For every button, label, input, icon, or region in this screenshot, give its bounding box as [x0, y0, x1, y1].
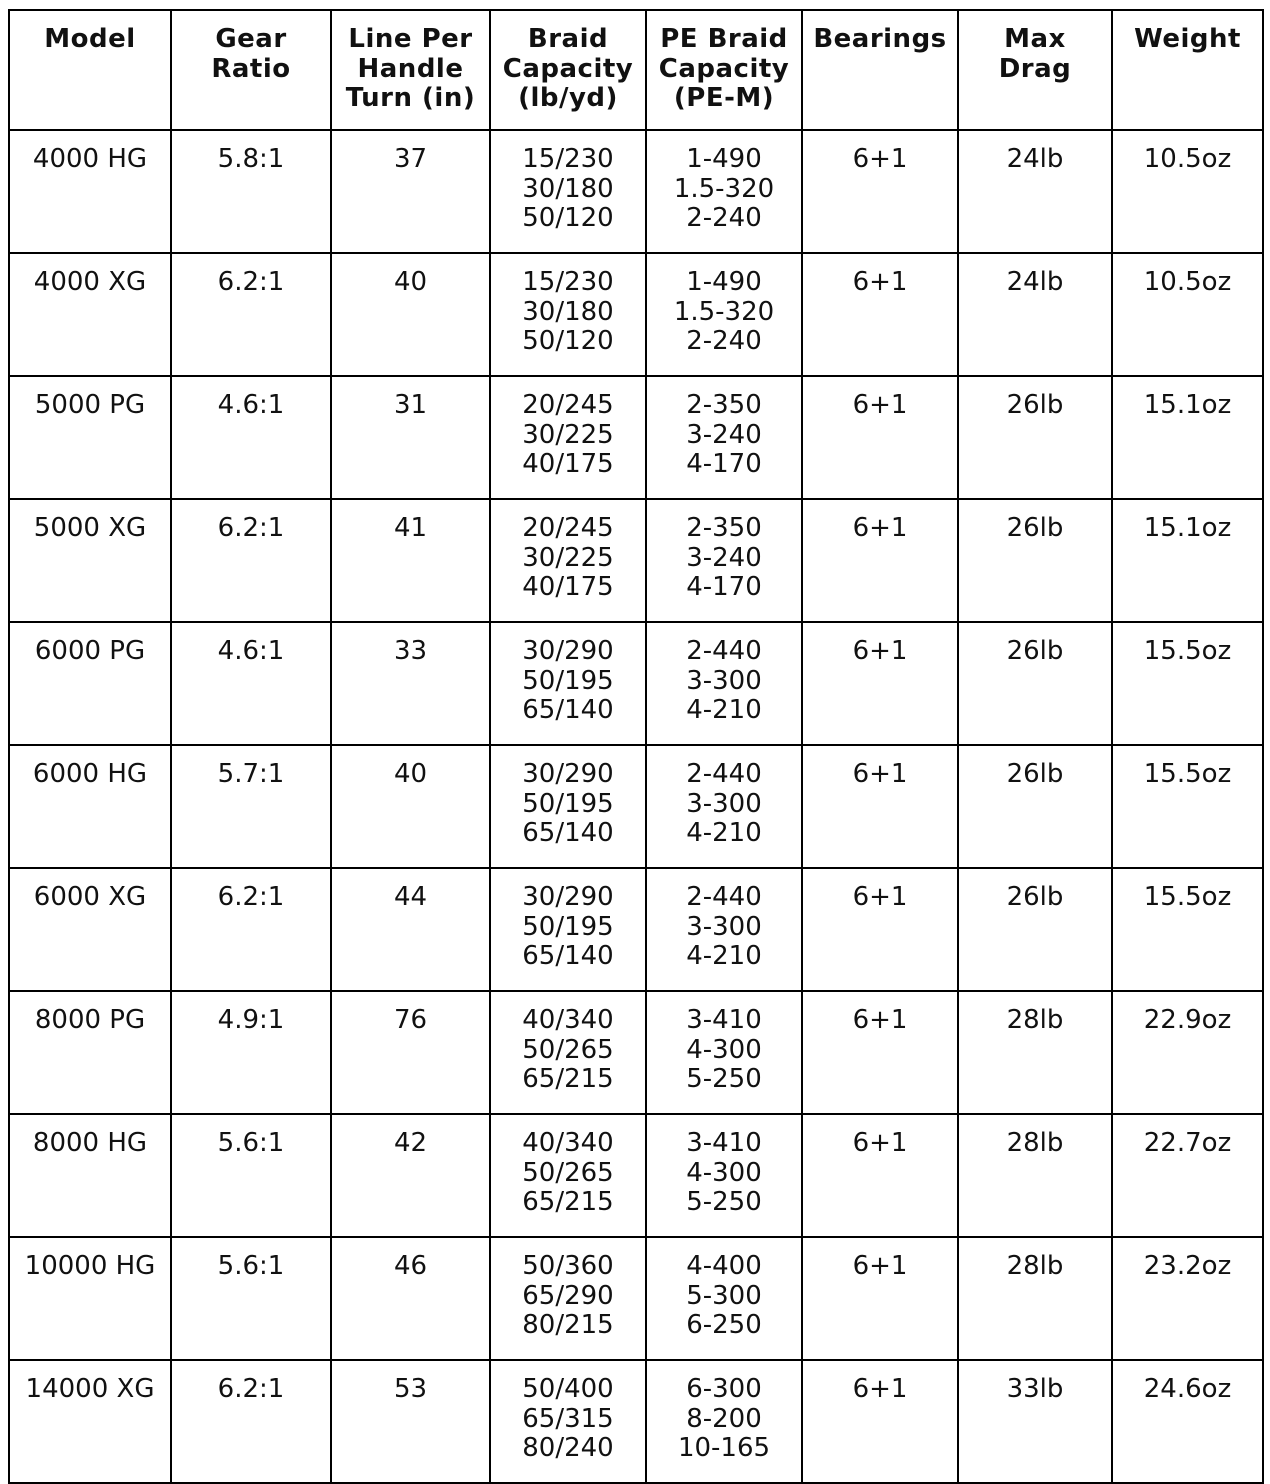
cell-text: 15.5oz [1143, 759, 1232, 789]
cell-text: 15.5oz [1143, 636, 1232, 666]
cell-text: 41 [393, 513, 428, 543]
cell-line-per-turn [331, 991, 490, 1114]
cell-text: 4-170 [686, 449, 762, 479]
cell-text: 4-210 [686, 941, 762, 971]
cell-text: 40/340 [522, 1005, 614, 1035]
cell-gear-ratio [171, 1114, 331, 1237]
cell-text: 40/340 [522, 1128, 614, 1158]
header-braid-capacity [490, 10, 646, 130]
cell-text: 42 [393, 1128, 428, 1158]
cell-model [9, 868, 171, 991]
cell-text: 4-210 [686, 818, 762, 848]
cell-pe-capacity [646, 1360, 802, 1483]
cell-text: 20/245 [522, 390, 614, 420]
cell-text: 31 [393, 390, 428, 420]
cell-text: 1.5-320 [673, 173, 775, 204]
cell-braid-capacity [490, 622, 646, 745]
cell-bearings [802, 1360, 958, 1483]
reel-spec-table [8, 9, 1264, 1484]
cell-text: 28lb [1006, 1251, 1064, 1281]
header-text: Braid [527, 24, 609, 54]
cell-weight [1112, 622, 1263, 745]
cell-braid-capacity [490, 1114, 646, 1237]
header-text: Bearings [813, 24, 947, 54]
cell-model [9, 253, 171, 376]
cell-text: 6+1 [852, 1251, 908, 1281]
cell-text: 30/225 [522, 419, 614, 450]
cell-text: 65/140 [522, 695, 614, 725]
cell-text: 4-300 [686, 1157, 762, 1188]
cell-text: 24lb [1006, 144, 1064, 174]
cell-line-per-turn [331, 868, 490, 991]
cell-text: 65/215 [522, 1187, 614, 1217]
cell-text: 6+1 [852, 1005, 908, 1035]
cell-text: 3-410 [686, 1128, 762, 1158]
cell-text: 6+1 [852, 390, 908, 420]
cell-text: 6000 XG [33, 882, 147, 912]
cell-text: 6-250 [686, 1310, 762, 1340]
cell-text: 3-300 [686, 665, 762, 696]
cell-bearings [802, 622, 958, 745]
table-row [9, 1114, 1263, 1237]
cell-text: 6.2:1 [217, 882, 285, 912]
cell-text: 30/290 [522, 636, 614, 666]
cell-pe-capacity [646, 499, 802, 622]
table-row [9, 745, 1263, 868]
cell-text: 6000 HG [32, 759, 148, 789]
cell-text: 6+1 [852, 1374, 908, 1404]
cell-max-drag [958, 745, 1112, 868]
cell-text: 30/290 [522, 759, 614, 789]
cell-text: 6+1 [852, 759, 908, 789]
cell-text: 20/245 [522, 513, 614, 543]
cell-text: 6+1 [852, 267, 908, 297]
header-line-per-handle-turn [331, 10, 490, 130]
cell-max-drag [958, 130, 1112, 253]
cell-text: 50/195 [522, 665, 614, 696]
cell-text: 15/230 [522, 267, 614, 297]
cell-text: 53 [393, 1374, 428, 1404]
cell-pe-capacity [646, 376, 802, 499]
cell-model [9, 1360, 171, 1483]
cell-text: 33 [393, 636, 428, 666]
cell-text: 76 [393, 1005, 428, 1035]
cell-text: 50/120 [522, 203, 614, 233]
cell-bearings [802, 499, 958, 622]
cell-text: 5000 PG [34, 390, 146, 420]
header-text: (lb/yd) [518, 83, 618, 113]
cell-gear-ratio [171, 622, 331, 745]
cell-text: 50/195 [522, 911, 614, 942]
cell-text: 30/180 [522, 296, 614, 327]
cell-text: 6+1 [852, 1128, 908, 1158]
table-row [9, 499, 1263, 622]
cell-text: 8000 HG [32, 1128, 148, 1158]
table-row [9, 1237, 1263, 1360]
cell-braid-capacity [490, 868, 646, 991]
header-gear-ratio [171, 10, 331, 130]
cell-pe-capacity [646, 130, 802, 253]
table-row [9, 376, 1263, 499]
cell-line-per-turn [331, 499, 490, 622]
cell-text: 5.8:1 [217, 144, 285, 174]
cell-pe-capacity [646, 1114, 802, 1237]
cell-weight [1112, 745, 1263, 868]
cell-text: 4000 XG [33, 267, 147, 297]
cell-max-drag [958, 253, 1112, 376]
cell-model [9, 130, 171, 253]
cell-gear-ratio [171, 745, 331, 868]
cell-model [9, 745, 171, 868]
cell-max-drag [958, 376, 1112, 499]
cell-text: 6+1 [852, 882, 908, 912]
cell-text: 6+1 [852, 513, 908, 543]
cell-text: 40 [393, 759, 428, 789]
cell-text: 2-440 [686, 636, 762, 666]
cell-braid-capacity [490, 991, 646, 1114]
cell-text: 24lb [1006, 267, 1064, 297]
header-bearings [802, 10, 958, 130]
cell-max-drag [958, 499, 1112, 622]
cell-text: 30/180 [522, 173, 614, 204]
header-pe-braid-capacity [646, 10, 802, 130]
cell-text: 1.5-320 [673, 296, 775, 327]
cell-text: 3-300 [686, 788, 762, 819]
cell-gear-ratio [171, 1360, 331, 1483]
cell-weight [1112, 130, 1263, 253]
cell-text: 3-240 [686, 542, 762, 573]
cell-text: 15/230 [522, 144, 614, 174]
cell-pe-capacity [646, 253, 802, 376]
cell-text: 3-300 [686, 911, 762, 942]
table-row [9, 868, 1263, 991]
cell-text: 65/140 [522, 818, 614, 848]
cell-bearings [802, 1237, 958, 1360]
cell-text: 65/290 [522, 1280, 614, 1311]
header-text: Turn (in) [345, 83, 476, 113]
cell-text: 2-350 [686, 513, 762, 543]
cell-text: 65/215 [522, 1064, 614, 1094]
cell-text: 15.1oz [1143, 513, 1232, 543]
cell-text: 65/140 [522, 941, 614, 971]
header-text: Line Per [348, 24, 473, 54]
cell-text: 4000 HG [32, 144, 148, 174]
cell-text: 4.6:1 [217, 636, 285, 666]
cell-weight [1112, 868, 1263, 991]
cell-text: 37 [393, 144, 428, 174]
cell-pe-capacity [646, 991, 802, 1114]
cell-text: 26lb [1006, 636, 1064, 666]
cell-text: 6.2:1 [217, 267, 285, 297]
cell-bearings [802, 1114, 958, 1237]
cell-text: 14000 XG [25, 1374, 155, 1404]
cell-weight [1112, 1114, 1263, 1237]
cell-max-drag [958, 1237, 1112, 1360]
cell-text: 10-165 [677, 1433, 771, 1463]
cell-line-per-turn [331, 745, 490, 868]
cell-text: 3-240 [686, 419, 762, 450]
header-max-drag [958, 10, 1112, 130]
cell-text: 28lb [1006, 1005, 1064, 1035]
header-text: PE Braid [660, 24, 788, 54]
cell-max-drag [958, 991, 1112, 1114]
cell-text: 15.1oz [1143, 390, 1232, 420]
cell-weight [1112, 499, 1263, 622]
cell-gear-ratio [171, 991, 331, 1114]
cell-text: 2-240 [686, 326, 762, 356]
header-text: Model [44, 24, 136, 54]
cell-bearings [802, 868, 958, 991]
cell-text: 65/315 [522, 1403, 614, 1434]
cell-line-per-turn [331, 1360, 490, 1483]
cell-model [9, 622, 171, 745]
cell-model [9, 499, 171, 622]
cell-pe-capacity [646, 622, 802, 745]
cell-text: 2-240 [686, 203, 762, 233]
cell-bearings [802, 376, 958, 499]
header-text: Weight [1134, 24, 1241, 54]
cell-text: 46 [393, 1251, 428, 1281]
header-text: (PE-M) [673, 83, 775, 113]
cell-gear-ratio [171, 868, 331, 991]
cell-max-drag [958, 868, 1112, 991]
cell-bearings [802, 130, 958, 253]
table-body [9, 130, 1263, 1483]
table-row [9, 253, 1263, 376]
cell-bearings [802, 253, 958, 376]
cell-line-per-turn [331, 130, 490, 253]
cell-text: 40 [393, 267, 428, 297]
cell-text: 8000 PG [34, 1005, 146, 1035]
header-text: Ratio [211, 53, 291, 84]
cell-text: 6+1 [852, 144, 908, 174]
cell-text: 4-400 [686, 1251, 762, 1281]
cell-text: 24.6oz [1143, 1374, 1232, 1404]
cell-text: 22.7oz [1143, 1128, 1232, 1158]
cell-text: 33lb [1006, 1374, 1064, 1404]
cell-text: 80/215 [522, 1310, 614, 1340]
cell-text: 10.5oz [1143, 144, 1232, 174]
cell-pe-capacity [646, 1237, 802, 1360]
cell-model [9, 991, 171, 1114]
cell-text: 50/265 [522, 1034, 614, 1065]
cell-gear-ratio [171, 499, 331, 622]
cell-text: 4.9:1 [217, 1005, 285, 1035]
cell-line-per-turn [331, 376, 490, 499]
cell-text: 44 [393, 882, 428, 912]
cell-text: 4-210 [686, 695, 762, 725]
cell-bearings [802, 991, 958, 1114]
table-row [9, 1360, 1263, 1483]
cell-bearings [802, 745, 958, 868]
cell-text: 5-250 [686, 1064, 762, 1094]
cell-max-drag [958, 1360, 1112, 1483]
cell-text: 22.9oz [1143, 1005, 1232, 1035]
cell-model [9, 1114, 171, 1237]
cell-text: 10.5oz [1143, 267, 1232, 297]
cell-text: 2-440 [686, 759, 762, 789]
cell-braid-capacity [490, 1360, 646, 1483]
cell-text: 5000 XG [33, 513, 147, 543]
cell-text: 6-300 [686, 1374, 762, 1404]
header-text: Capacity [658, 53, 790, 84]
cell-max-drag [958, 1114, 1112, 1237]
cell-braid-capacity [490, 1237, 646, 1360]
cell-text: 40/175 [522, 572, 614, 602]
cell-line-per-turn [331, 253, 490, 376]
cell-text: 4-170 [686, 572, 762, 602]
cell-text: 1-490 [686, 144, 762, 174]
header-row [9, 10, 1263, 130]
cell-text: 50/400 [522, 1374, 614, 1404]
cell-text: 15.5oz [1143, 882, 1232, 912]
cell-braid-capacity [490, 376, 646, 499]
cell-pe-capacity [646, 868, 802, 991]
cell-braid-capacity [490, 745, 646, 868]
cell-text: 2-440 [686, 882, 762, 912]
header-text: Gear [215, 24, 287, 54]
table-row [9, 622, 1263, 745]
cell-text: 6+1 [852, 636, 908, 666]
cell-weight [1112, 1360, 1263, 1483]
header-weight [1112, 10, 1263, 130]
cell-braid-capacity [490, 253, 646, 376]
cell-text: 26lb [1006, 882, 1064, 912]
cell-text: 6.2:1 [217, 1374, 285, 1404]
cell-model [9, 1237, 171, 1360]
cell-text: 30/290 [522, 882, 614, 912]
cell-text: 26lb [1006, 513, 1064, 543]
cell-gear-ratio [171, 253, 331, 376]
cell-text: 23.2oz [1143, 1251, 1232, 1281]
cell-weight [1112, 1237, 1263, 1360]
cell-text: 5-300 [686, 1280, 762, 1311]
header-text: Handle [357, 53, 464, 84]
cell-max-drag [958, 622, 1112, 745]
cell-text: 5.6:1 [217, 1128, 285, 1158]
cell-text: 2-350 [686, 390, 762, 420]
cell-text: 5.6:1 [217, 1251, 285, 1281]
cell-text: 1-490 [686, 267, 762, 297]
cell-text: 26lb [1006, 759, 1064, 789]
cell-text: 8-200 [686, 1403, 762, 1434]
table-row [9, 991, 1263, 1114]
cell-braid-capacity [490, 130, 646, 253]
cell-weight [1112, 991, 1263, 1114]
cell-line-per-turn [331, 1237, 490, 1360]
cell-text: 5.7:1 [217, 759, 285, 789]
cell-text: 3-410 [686, 1005, 762, 1035]
cell-text: 80/240 [522, 1433, 614, 1463]
header-text: Max [1004, 24, 1066, 54]
cell-gear-ratio [171, 130, 331, 253]
cell-text: 30/225 [522, 542, 614, 573]
cell-gear-ratio [171, 1237, 331, 1360]
cell-weight [1112, 376, 1263, 499]
cell-line-per-turn [331, 622, 490, 745]
cell-text: 50/360 [522, 1251, 614, 1281]
cell-gear-ratio [171, 376, 331, 499]
cell-text: 28lb [1006, 1128, 1064, 1158]
cell-text: 50/120 [522, 326, 614, 356]
cell-text: 6.2:1 [217, 513, 285, 543]
cell-text: 4-300 [686, 1034, 762, 1065]
cell-text: 50/265 [522, 1157, 614, 1188]
cell-line-per-turn [331, 1114, 490, 1237]
header-text: Drag [998, 53, 1072, 84]
cell-text: 6000 PG [34, 636, 146, 666]
cell-text: 4.6:1 [217, 390, 285, 420]
cell-text: 50/195 [522, 788, 614, 819]
cell-text: 26lb [1006, 390, 1064, 420]
cell-weight [1112, 253, 1263, 376]
table-row [9, 130, 1263, 253]
cell-text: 10000 HG [24, 1251, 156, 1281]
cell-text: 5-250 [686, 1187, 762, 1217]
cell-text: 40/175 [522, 449, 614, 479]
header-text: Capacity [502, 53, 634, 84]
header-model [9, 10, 171, 130]
cell-model [9, 376, 171, 499]
cell-braid-capacity [490, 499, 646, 622]
cell-pe-capacity [646, 745, 802, 868]
